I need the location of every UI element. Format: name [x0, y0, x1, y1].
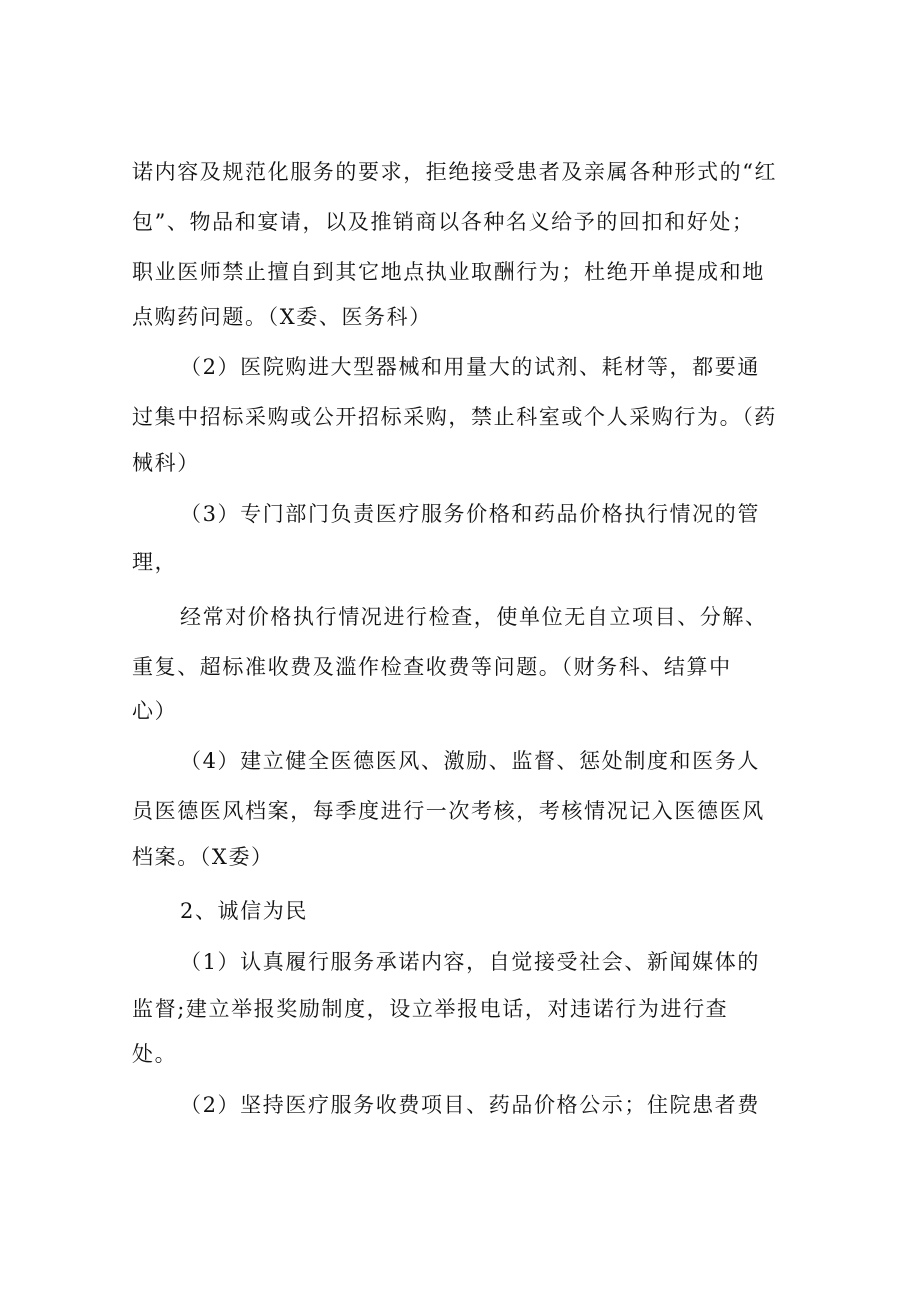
text-line: 员医德医风档案，每季度进行一次考核，考核情况记入医德医风 — [132, 799, 765, 823]
text-line: 理， — [132, 550, 178, 574]
text-line: 心） — [132, 699, 178, 723]
text-line: （1）认真履行服务承诺内容，自觉接受社会、新闻媒体的 — [180, 950, 760, 974]
text-line: （2）坚持医疗服务收费项目、药品价格公示；住院患者费 — [180, 1093, 760, 1117]
text-line: 监督;建立举报奖励制度，设立举报电话，对违诺行为进行查 — [132, 997, 729, 1021]
text-line: 经常对价格执行情况进行检查，使单位无自立项目、分解、 — [180, 605, 768, 629]
text-line: 档案。（X委） — [132, 845, 274, 869]
text-line: 诺内容及规范化服务的要求，拒绝接受患者及亲属各种形式的“红 — [132, 160, 778, 184]
text-line: （4）建立健全医德医风、激励、监督、惩处制度和医务人 — [180, 749, 760, 773]
text-line: 点购药问题。（X委、医务科） — [132, 305, 432, 329]
text-line: （3）专门部门负责医疗服务价格和药品价格执行情况的管 — [180, 502, 760, 526]
text-line: 械科） — [132, 451, 200, 475]
section-heading: 2、诚信为民 — [180, 899, 308, 923]
text-line: （2）医院购进大型器械和用量大的试剂、耗材等，都要通 — [180, 355, 760, 379]
text-line: 职业医师禁止擅自到其它地点执业取酬行为；杜绝开单提成和地 — [132, 260, 765, 284]
text-line: 重复、超标准收费及滥作检查收费等问题。（财务科、结算中 — [132, 655, 732, 679]
text-line: 过集中招标采购或公开招标采购，禁止科室或个人采购行为。（药 — [132, 405, 777, 429]
text-line: 处。 — [132, 1042, 178, 1066]
text-line: 包”、物品和宴请，以及推销商以各种名义给予的回扣和好处； — [132, 210, 755, 234]
